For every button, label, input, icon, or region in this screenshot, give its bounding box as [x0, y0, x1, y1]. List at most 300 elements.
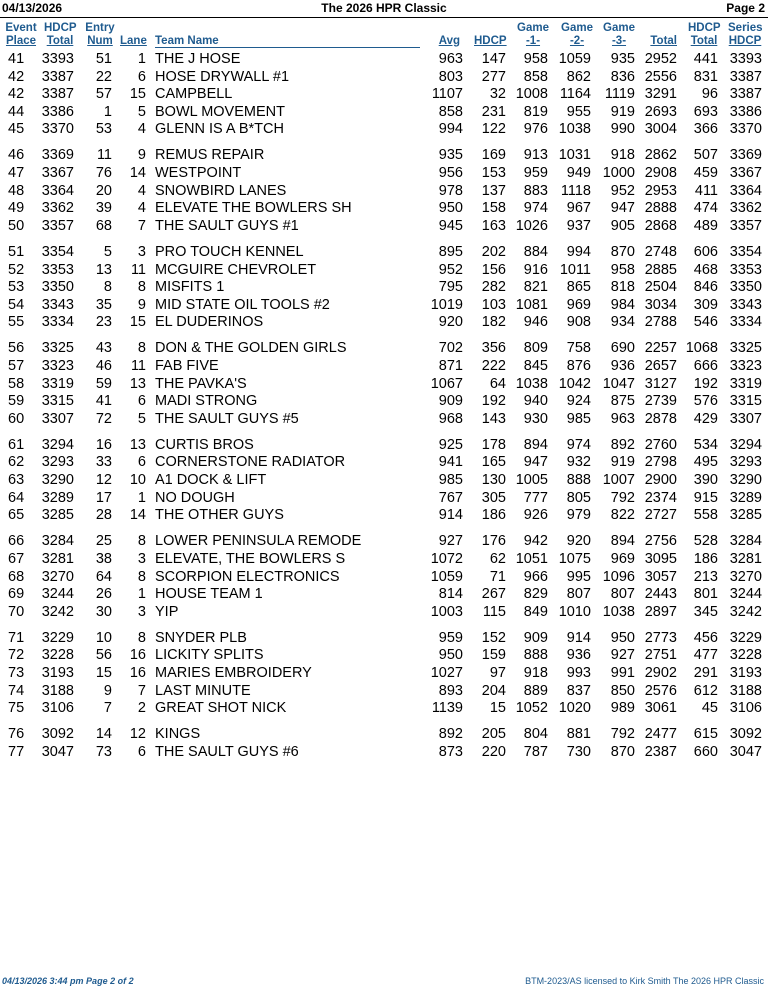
cell-series-hdcp: 3293 [729, 454, 762, 471]
cell-total: 2504 [644, 279, 677, 296]
cell-game-3: 934 [610, 314, 635, 331]
cell-game-2: 1020 [558, 700, 591, 717]
table-row [0, 218, 768, 236]
cell-hdcp-total-2: 459 [693, 165, 718, 182]
header-game-3: Game -3- [603, 22, 635, 47]
cell-game-2: 865 [566, 279, 591, 296]
cell-hdcp: 122 [481, 121, 506, 138]
cell-team-name: ELEVATE, THE BOWLERS S [155, 550, 346, 567]
cell-lane: 7 [137, 682, 146, 699]
cell-game-3: 936 [610, 358, 635, 374]
cell-avg: 892 [438, 726, 463, 743]
cell-lane: 14 [129, 165, 146, 182]
cell-hdcp-total-2: 456 [693, 629, 718, 646]
cell-hdcp-total-2: 291 [693, 665, 718, 681]
cell-team-name: THE SAULT GUYS #5 [155, 410, 299, 427]
cell-hdcp: 159 [481, 647, 506, 664]
cell-game-3: 969 [610, 550, 635, 567]
cell-hdcp-total-2: 96 [701, 86, 718, 103]
header-team-name: Team Name [155, 35, 420, 48]
cell-total: 2900 [644, 472, 677, 489]
cell-game-2: 730 [566, 743, 591, 760]
cell-game-3: 950 [610, 629, 635, 646]
cell-event-place: 71 [8, 629, 25, 646]
cell-lane: 16 [129, 647, 146, 664]
cell-series-hdcp: 3285 [729, 507, 762, 524]
cell-series-hdcp: 3387 [729, 68, 762, 85]
cell-avg: 702 [438, 340, 463, 357]
cell-avg: 909 [438, 393, 463, 410]
cell-game-1: 884 [523, 243, 548, 260]
cell-game-1: 849 [523, 603, 548, 620]
cell-hdcp: 103 [481, 296, 506, 313]
cell-total: 2387 [644, 743, 677, 760]
cell-game-2: 967 [566, 200, 591, 217]
cell-hdcp-total: 3289 [41, 489, 74, 506]
cell-lane: 8 [137, 568, 146, 585]
cell-avg: 767 [438, 489, 463, 506]
header-total: Total [650, 35, 677, 47]
cell-team-name: MCGUIRE CHEVROLET [155, 261, 317, 278]
report-top-bar [0, 0, 768, 18]
cell-event-place: 64 [8, 489, 25, 506]
cell-total: 3034 [644, 296, 677, 313]
cell-hdcp-total: 3325 [41, 340, 74, 357]
cell-hdcp-total: 3364 [41, 182, 74, 199]
cell-series-hdcp: 3092 [729, 726, 762, 743]
cell-hdcp-total-2: 507 [693, 147, 718, 164]
page-number: Page 2 [726, 1, 765, 15]
cell-game-3: 870 [610, 743, 635, 760]
cell-hdcp-total-2: 495 [693, 454, 718, 471]
cell-series-hdcp: 3325 [729, 340, 762, 357]
cell-event-place: 68 [8, 568, 25, 585]
cell-hdcp-total-2: 831 [693, 68, 718, 85]
cell-entry-num: 39 [95, 200, 112, 217]
table-row [0, 490, 768, 508]
cell-total: 2953 [644, 182, 677, 199]
cell-game-3: 919 [610, 103, 635, 120]
cell-avg: 893 [438, 682, 463, 699]
cell-total: 2868 [644, 217, 677, 234]
cell-hdcp-total-2: 666 [693, 358, 718, 374]
cell-series-hdcp: 3362 [729, 200, 762, 217]
cell-series-hdcp: 3367 [729, 165, 762, 182]
cell-avg: 1027 [430, 665, 463, 681]
cell-series-hdcp: 3290 [729, 472, 762, 489]
cell-game-1: 958 [523, 51, 548, 67]
cell-hdcp-total: 3354 [41, 243, 74, 260]
cell-team-name: DON & THE GOLDEN GIRLS [155, 340, 347, 357]
cell-lane: 12 [129, 726, 146, 743]
cell-avg: 956 [438, 165, 463, 182]
cell-avg: 1019 [430, 296, 463, 313]
table-row [0, 358, 768, 376]
cell-lane: 8 [137, 279, 146, 296]
cell-game-1: 966 [523, 568, 548, 585]
cell-hdcp-total: 3244 [41, 586, 74, 603]
cell-game-2: 924 [566, 393, 591, 410]
cell-hdcp-total-2: 915 [693, 489, 718, 506]
cell-game-1: 942 [523, 533, 548, 550]
cell-avg: 994 [438, 121, 463, 138]
cell-avg: 1003 [430, 603, 463, 620]
cell-event-place: 49 [8, 200, 25, 217]
cell-game-2: 888 [566, 472, 591, 489]
header-series-hdcp: Series HDCP [728, 22, 763, 47]
cell-game-3: 918 [610, 147, 635, 164]
cell-lane: 4 [137, 182, 146, 199]
cell-series-hdcp: 3244 [729, 586, 762, 603]
cell-hdcp-total: 3188 [41, 682, 74, 699]
cell-series-hdcp: 3188 [729, 682, 762, 699]
cell-hdcp: 163 [481, 217, 506, 234]
cell-hdcp-total: 3047 [41, 743, 74, 760]
cell-game-2: 985 [566, 410, 591, 427]
cell-team-name: REMUS REPAIR [155, 147, 265, 164]
cell-total: 2760 [644, 436, 677, 453]
cell-hdcp-total-2: 390 [693, 472, 718, 489]
cell-game-1: 888 [523, 647, 548, 664]
table-row [0, 244, 768, 262]
cell-game-3: 892 [610, 436, 635, 453]
cell-game-1: 809 [523, 340, 548, 357]
cell-game-1: 829 [523, 586, 548, 603]
cell-total: 2556 [644, 68, 677, 85]
header-game-2: Game -2- [561, 22, 593, 47]
cell-game-1: 974 [523, 200, 548, 217]
cell-entry-num: 38 [95, 550, 112, 567]
cell-series-hdcp: 3242 [729, 603, 762, 620]
cell-hdcp: 220 [481, 743, 506, 760]
cell-game-1: 819 [523, 103, 548, 120]
cell-team-name: LICKITY SPLITS [155, 647, 264, 664]
cell-hdcp-total-2: 468 [693, 261, 718, 278]
cell-event-place: 63 [8, 472, 25, 489]
cell-hdcp-total: 3228 [41, 647, 74, 664]
cell-hdcp-total: 3343 [41, 296, 74, 313]
cell-total: 2727 [644, 507, 677, 524]
cell-hdcp-total: 3353 [41, 261, 74, 278]
cell-series-hdcp: 3289 [729, 489, 762, 506]
cell-hdcp-total: 3294 [41, 436, 74, 453]
cell-event-place: 67 [8, 550, 25, 567]
cell-game-2: 908 [566, 314, 591, 331]
cell-hdcp-total-2: 366 [693, 121, 718, 138]
cell-event-place: 57 [8, 358, 25, 374]
cell-hdcp-total: 3350 [41, 279, 74, 296]
cell-lane: 7 [137, 217, 146, 234]
cell-game-3: 818 [610, 279, 635, 296]
table-row [0, 700, 768, 718]
cell-game-3: 1119 [604, 86, 635, 103]
cell-game-1: 894 [523, 436, 548, 453]
cell-game-3: 963 [610, 410, 635, 427]
header-game-1: Game -1- [517, 22, 549, 47]
cell-game-1: 976 [523, 121, 548, 138]
cell-entry-num: 23 [95, 314, 112, 331]
cell-hdcp-total-2: 429 [693, 410, 718, 427]
table-row [0, 744, 768, 762]
column-headers [0, 22, 768, 52]
cell-event-place: 48 [8, 182, 25, 199]
cell-entry-num: 41 [95, 393, 112, 410]
cell-lane: 3 [137, 550, 146, 567]
cell-game-1: 946 [523, 314, 548, 331]
cell-hdcp-total-2: 192 [693, 375, 718, 392]
table-row [0, 507, 768, 525]
cell-game-2: 1059 [558, 51, 591, 67]
cell-lane: 13 [129, 375, 146, 392]
cell-team-name: MID STATE OIL TOOLS #2 [155, 296, 330, 313]
cell-hdcp-total: 3323 [41, 358, 74, 374]
cell-hdcp: 143 [481, 410, 506, 427]
table-row [0, 665, 768, 683]
cell-event-place: 42 [8, 86, 25, 103]
cell-avg: 858 [438, 103, 463, 120]
cell-event-place: 46 [8, 147, 25, 164]
cell-total: 2788 [644, 314, 677, 331]
cell-team-name: SCORPION ELECTRONICS [155, 568, 340, 585]
cell-series-hdcp: 3319 [729, 375, 762, 392]
cell-event-place: 44 [8, 103, 25, 120]
cell-game-2: 920 [566, 533, 591, 550]
cell-hdcp: 152 [481, 629, 506, 646]
cell-avg: 1072 [430, 550, 463, 567]
table-row [0, 586, 768, 604]
cell-game-2: 994 [566, 243, 591, 260]
cell-hdcp-total: 3281 [41, 550, 74, 567]
cell-entry-num: 53 [95, 121, 112, 138]
cell-hdcp-total-2: 477 [693, 647, 718, 664]
cell-game-3: 991 [610, 665, 635, 681]
cell-hdcp-total-2: 546 [693, 314, 718, 331]
cell-lane: 6 [137, 393, 146, 410]
cell-event-place: 76 [8, 726, 25, 743]
cell-event-place: 42 [8, 68, 25, 85]
table-row [0, 630, 768, 648]
table-row [0, 262, 768, 280]
cell-hdcp: 202 [481, 243, 506, 260]
table-row [0, 376, 768, 394]
cell-game-2: 979 [566, 507, 591, 524]
cell-event-place: 54 [8, 296, 25, 313]
cell-game-3: 870 [610, 243, 635, 260]
cell-hdcp: 156 [481, 261, 506, 278]
cell-avg: 895 [438, 243, 463, 260]
cell-game-1: 930 [523, 410, 548, 427]
cell-team-name: THE PAVKA'S [155, 375, 247, 392]
cell-lane: 3 [137, 603, 146, 620]
cell-hdcp-total-2: 846 [693, 279, 718, 296]
cell-total: 2739 [644, 393, 677, 410]
table-row [0, 340, 768, 358]
cell-game-2: 837 [566, 682, 591, 699]
cell-event-place: 62 [8, 454, 25, 471]
cell-event-place: 74 [8, 682, 25, 699]
cell-game-1: 1081 [515, 296, 548, 313]
cell-hdcp: 169 [481, 147, 506, 164]
report-title: The 2026 HPR Classic [321, 1, 447, 15]
table-row [0, 726, 768, 744]
cell-hdcp-total: 3307 [41, 410, 74, 427]
cell-game-2: 936 [566, 647, 591, 664]
cell-hdcp: 204 [481, 682, 506, 699]
cell-total: 2908 [644, 165, 677, 182]
cell-hdcp: 115 [482, 603, 506, 620]
cell-hdcp: 356 [481, 340, 506, 357]
cell-total: 3004 [644, 121, 677, 138]
cell-avg: 950 [438, 200, 463, 217]
cell-team-name: WESTPOINT [155, 165, 242, 182]
cell-game-1: 940 [523, 393, 548, 410]
cell-hdcp: 186 [481, 507, 506, 524]
cell-hdcp-total: 3387 [41, 86, 74, 103]
cell-game-2: 1011 [559, 261, 591, 278]
table-row [0, 183, 768, 201]
cell-entry-num: 5 [103, 243, 112, 260]
cell-lane: 1 [137, 586, 146, 603]
cell-entry-num: 72 [95, 410, 112, 427]
cell-entry-num: 12 [95, 472, 112, 489]
cell-entry-num: 8 [103, 279, 112, 296]
cell-total: 2576 [644, 682, 677, 699]
cell-game-2: 807 [566, 586, 591, 603]
cell-game-2: 1031 [558, 147, 591, 164]
cell-team-name: A1 DOCK & LIFT [155, 472, 267, 489]
cell-series-hdcp: 3294 [729, 436, 762, 453]
cell-game-2: 955 [566, 103, 591, 120]
cell-series-hdcp: 3334 [729, 314, 762, 331]
cell-avg: 1059 [430, 568, 463, 585]
cell-game-3: 958 [610, 261, 635, 278]
cell-lane: 8 [137, 340, 146, 357]
cell-lane: 4 [137, 200, 146, 217]
cell-hdcp: 277 [481, 68, 506, 85]
cell-lane: 4 [137, 121, 146, 138]
cell-hdcp: 231 [481, 103, 506, 120]
header-entry-num: Entry Num [85, 22, 115, 47]
table-row [0, 200, 768, 218]
cell-series-hdcp: 3106 [729, 700, 762, 717]
cell-series-hdcp: 3323 [729, 358, 762, 374]
cell-hdcp-total: 3106 [41, 700, 74, 717]
cell-hdcp: 158 [481, 200, 506, 217]
table-row [0, 51, 768, 69]
cell-hdcp-total: 3290 [41, 472, 74, 489]
cell-game-1: 804 [523, 726, 548, 743]
cell-team-name: EL DUDERINOS [155, 314, 264, 331]
table-row [0, 437, 768, 455]
header-lane: Lane [120, 35, 147, 47]
cell-series-hdcp: 3229 [729, 629, 762, 646]
cell-event-place: 51 [8, 243, 25, 260]
cell-hdcp: 178 [481, 436, 506, 453]
cell-series-hdcp: 3364 [729, 182, 762, 199]
cell-team-name: THE SAULT GUYS #6 [155, 743, 299, 760]
cell-lane: 16 [129, 665, 146, 681]
cell-game-1: 1038 [515, 375, 548, 392]
cell-total: 2657 [644, 358, 677, 374]
cell-hdcp: 182 [481, 314, 506, 331]
cell-entry-num: 7 [103, 700, 112, 717]
cell-hdcp-total: 3362 [41, 200, 74, 217]
cell-game-3: 1007 [602, 472, 635, 489]
table-row [0, 69, 768, 87]
cell-game-3: 905 [610, 217, 635, 234]
cell-series-hdcp: 3354 [729, 243, 762, 260]
cell-hdcp: 62 [489, 550, 506, 567]
cell-avg: 1139 [431, 700, 463, 717]
cell-entry-num: 17 [95, 489, 112, 506]
cell-game-1: 959 [523, 165, 548, 182]
cell-lane: 9 [137, 296, 146, 313]
cell-hdcp: 176 [481, 533, 506, 550]
cell-event-place: 56 [8, 340, 25, 357]
cell-entry-num: 30 [95, 603, 112, 620]
cell-game-2: 969 [566, 296, 591, 313]
cell-game-2: 995 [566, 568, 591, 585]
cell-avg: 914 [438, 507, 463, 524]
cell-series-hdcp: 3047 [729, 743, 762, 760]
cell-team-name: HOUSE TEAM 1 [155, 586, 263, 603]
cell-game-1: 926 [523, 507, 548, 524]
cell-entry-num: 25 [95, 533, 112, 550]
cell-game-2: 1010 [558, 603, 591, 620]
cell-lane: 6 [137, 454, 146, 471]
cell-hdcp-total: 3270 [41, 568, 74, 585]
cell-event-place: 52 [8, 261, 25, 278]
cell-hdcp: 97 [489, 665, 506, 681]
cell-lane: 15 [129, 86, 146, 103]
table-row [0, 472, 768, 490]
cell-total: 2443 [644, 586, 677, 603]
cell-team-name: SNOWBIRD LANES [155, 182, 287, 199]
cell-team-name: LAST MINUTE [155, 682, 251, 699]
cell-hdcp-total: 3284 [41, 533, 74, 550]
cell-game-1: 858 [523, 68, 548, 85]
table-row [0, 551, 768, 569]
cell-avg: 952 [438, 261, 463, 278]
cell-game-3: 894 [610, 533, 635, 550]
cell-game-2: 881 [566, 726, 591, 743]
table-row [0, 165, 768, 183]
cell-hdcp-total: 3193 [41, 665, 74, 681]
cell-game-2: 993 [566, 665, 591, 681]
report-footer [0, 976, 768, 988]
cell-series-hdcp: 3228 [729, 647, 762, 664]
cell-hdcp-total-2: 528 [693, 533, 718, 550]
cell-total: 3061 [644, 700, 677, 717]
cell-total: 2257 [644, 340, 677, 357]
cell-hdcp: 305 [481, 489, 506, 506]
cell-lane: 2 [137, 700, 146, 717]
cell-game-3: 1096 [602, 568, 635, 585]
cell-hdcp: 15 [489, 700, 506, 717]
cell-event-place: 50 [8, 217, 25, 234]
cell-entry-num: 11 [96, 147, 112, 164]
cell-total: 3127 [644, 375, 677, 392]
cell-avg: 941 [438, 454, 463, 471]
cell-entry-num: 46 [95, 358, 112, 374]
cell-game-1: 1005 [515, 472, 548, 489]
cell-game-2: 1038 [558, 121, 591, 138]
table-row [0, 647, 768, 665]
cell-avg: 978 [438, 182, 463, 199]
cell-event-place: 58 [8, 375, 25, 392]
cell-hdcp: 267 [481, 586, 506, 603]
cell-game-1: 916 [523, 261, 548, 278]
